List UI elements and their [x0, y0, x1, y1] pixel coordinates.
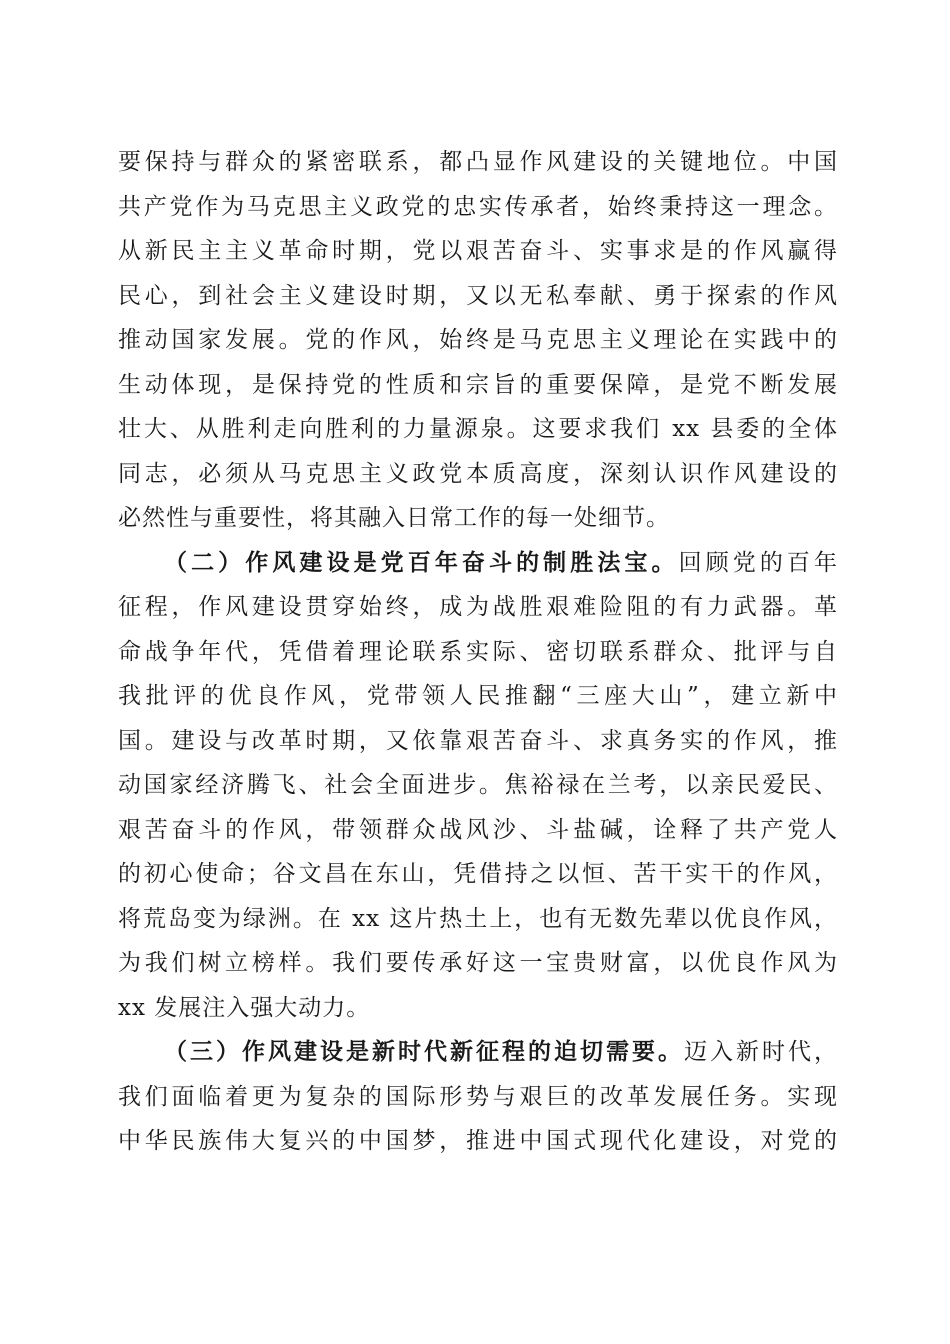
section-heading: （二）作风建设是党百年奋斗的制胜法宝。: [164, 548, 679, 576]
text-line: 艰苦奋斗的作风，带领群众战风沙、斗盐碱，诠释了共产党人: [118, 816, 838, 843]
text-line: 我批评的优良作风，党带领人民推翻“三座大山”，建立新中: [118, 683, 838, 709]
text-line: 我们面临着更为复杂的国际形势与艰巨的改革发展任务。实现: [118, 1083, 838, 1110]
paragraph-1: [118, 140, 838, 541]
text-line: 共产党作为马克思主义政党的忠实传承者，始终秉持这一理念。: [118, 193, 838, 220]
text-line: [118, 1030, 838, 1075]
text-line: 中华民族伟大复兴的中国梦，推进中国式现代化建设，对党的: [118, 1128, 838, 1154]
text-line: 从新民主主义革命时期，党以艰苦奋斗、实事求是的作风赢得: [118, 238, 838, 264]
text-line: 要保持与群众的紧密联系，都凸显作风建设的关键地位。中国: [118, 149, 838, 175]
text-span: 迈入新时代，: [684, 1039, 838, 1065]
text-line: [118, 541, 838, 586]
text-line: 的初心使命；谷文昌在东山，凭借持之以恒、苦干实干的作风，: [118, 861, 838, 887]
text-line: 将荒岛变为绿洲。在 xx 这片热土上，也有无数先辈以优良作风，: [118, 905, 838, 932]
document-body: [118, 140, 838, 1164]
text-line: 推动国家发展。党的作风，始终是马克思主义理论在实践中的: [118, 327, 838, 353]
text-line: 必然性与重要性，将其融入日常工作的每一处细节。: [118, 505, 670, 531]
text-span: 回顾党的百年: [678, 549, 839, 576]
text-line: 征程，作风建设贯穿始终，成为战胜艰难险阻的有力武器。革: [118, 594, 838, 620]
text-line: 命战争年代，凭借着理论联系实际、密切联系群众、批评与自: [118, 638, 838, 665]
paragraph-2: [118, 541, 838, 1031]
text-line: xx 发展注入强大动力。: [118, 994, 371, 1021]
text-line: 生动体现，是保持党的性质和宗旨的重要保障，是党不断发展: [118, 371, 838, 398]
text-line: 民心，到社会主义建设时期，又以无私奉献、勇于探索的作风: [118, 282, 838, 309]
paragraph-3: [118, 1030, 838, 1164]
section-heading: （三）作风建设是新时代新征程的迫切需要。: [164, 1038, 684, 1065]
text-line: 国。建设与改革时期，又依靠艰苦奋斗、求真务实的作风，推: [118, 727, 838, 754]
text-line: 动国家经济腾飞、社会全面进步。焦裕禄在兰考，以亲民爱民、: [118, 772, 838, 798]
text-line: 为我们树立榜样。我们要传承好这一宝贵财富，以优良作风为: [118, 950, 838, 976]
text-line: 同志，必须从马克思主义政党本质高度，深刻认识作风建设的: [118, 460, 838, 487]
text-line: 壮大、从胜利走向胜利的力量源泉。这要求我们 xx 县委的全体: [118, 416, 838, 442]
